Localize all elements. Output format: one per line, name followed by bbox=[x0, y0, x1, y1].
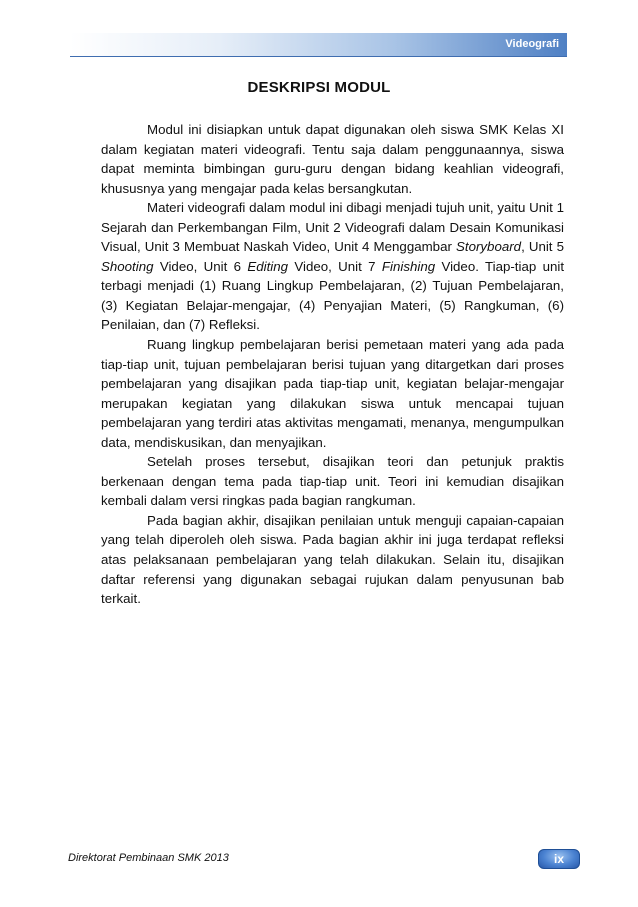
text-run: Materi videografi dalam modul ini dibagi menjadi tujuh unit, yaitu Unit 1 Sejarah dan Perkembangan Film, Unit 2 Videografi dalam Desain Komunikasi Visual, Unit 3 Membuat Naskah Video, Unit 4 Menggambar bbox=[101, 200, 564, 255]
italic-term: Finishing bbox=[381, 258, 436, 274]
page-number-badge: ix bbox=[538, 849, 580, 869]
body-text bbox=[101, 120, 564, 609]
paragraph bbox=[101, 335, 564, 452]
header-bar bbox=[70, 33, 567, 57]
text-run: Video, Unit 6 bbox=[153, 258, 248, 274]
italic-term: Shooting bbox=[101, 258, 154, 274]
paragraph bbox=[101, 452, 564, 511]
header-label: Videografi bbox=[505, 38, 559, 50]
paragraph bbox=[101, 511, 564, 609]
text-run: Modul ini disiapkan untuk dapat digunakan oleh siswa SMK Kelas XI dalam kegiatan materi videografi. Tentu saja dalam penggunaannya, siswa dapat meminta bimbingan guru-guru dengan bidang keahlian videografi, khususnya yang mengajar pada kelas bersangkutan. bbox=[101, 122, 564, 196]
italic-term: Storyboard bbox=[456, 239, 522, 255]
text-run: Video, Unit 7 bbox=[288, 258, 382, 274]
text-run: Setelah proses tersebut, disajikan teori dan petunjuk praktis berkenaan dengan tema pada tiap-tiap unit. Teori ini kemudian disajikan kembali dalam versi ringkas pada bagian rangkuman. bbox=[101, 454, 564, 509]
page-title: DESKRIPSI MODUL bbox=[247, 79, 391, 96]
text-run: Pada bagian akhir, disajikan penilaian untuk menguji capaian-capaian yang telah diperoleh oleh siswa. Pada bagian akhir ini juga terdapat refleksi atas pelaksanaan pembelajaran yang telah dilakukan. Selain itu, disajikan daftar referensi yang digunakan sebagai rujukan dalam penyusunan bab terkait. bbox=[101, 512, 564, 607]
text-run: , Unit 5 bbox=[521, 239, 565, 255]
text-run: Ruang lingkup pembelajaran berisi pemetaan materi yang ada pada tiap-tiap unit, tujuan pembelajaran berisi tujuan yang ditargetkan dari proses pembelajaran yang disajikan pada tiap-tiap unit, kegiatan belajar-mengajar merupakan kegiatan yang dilakukan siswa untuk mencapai tujuan pembelajaran yang terdiri atas aktivitas mengamati, menanya, mengumpulkan data, mendiskusikan, dan menyajikan. bbox=[101, 337, 564, 450]
paragraph bbox=[101, 198, 564, 335]
text-run: Video. Tiap-tiap unit terbagi menjadi (1) Ruang Lingkup Pembelajaran, (2) Tujuan Pembelajaran, (3) Kegiatan Belajar-mengajar, (4) Penyajian Materi, (5) Rangkuman, (6) Penilaian, dan (7) Refleksi. bbox=[101, 258, 565, 333]
italic-term: Editing bbox=[247, 258, 289, 274]
footer-publisher: Direktorat Pembinaan SMK 2013 bbox=[68, 852, 229, 864]
paragraph bbox=[101, 120, 564, 198]
